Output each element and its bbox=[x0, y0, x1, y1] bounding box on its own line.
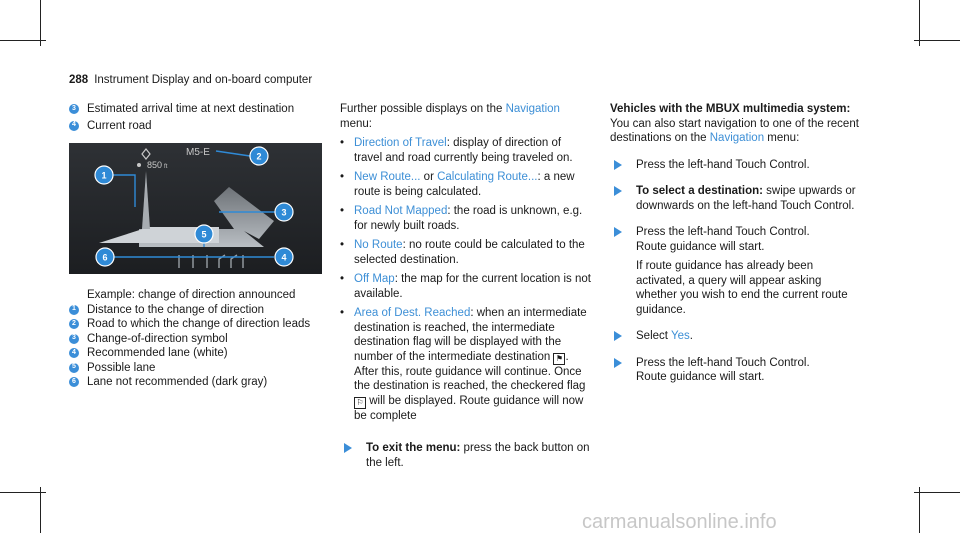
action-arrow-icon bbox=[614, 358, 622, 368]
list-item: • Area of Dest. Reached: when an intermediate destination is reached, the intermediate destination flag will be displayed with the number of the intermediate destination ⚑ . After this, route guidance will continue. Once the destination is reached, the checkered flag ⚐ will be displayed. Route guidance will now be complete bbox=[340, 307, 587, 422]
page-number: 288 bbox=[69, 74, 89, 86]
svg-text:6: 6 bbox=[102, 252, 108, 263]
list-item: • Direction of Travel: display of direction of travel and road currently being traveled on. bbox=[340, 137, 573, 164]
svg-text:2: 2 bbox=[256, 151, 262, 162]
legend-item: 2 Road to which the change of direction leads bbox=[69, 317, 324, 332]
list-item: • Road Not Mapped: the road is unknown, e.g. for newly built roads. bbox=[340, 205, 583, 232]
road-name-readout: M5-E bbox=[186, 147, 210, 158]
callout-badge: 4 bbox=[69, 121, 79, 131]
action-step: To select a destination: swipe upwards or downwards on the left-hand Touch Control. bbox=[610, 184, 862, 213]
navigation-display-illustration bbox=[69, 143, 322, 274]
legend-item: 5 Possible lane bbox=[69, 361, 324, 376]
action-step: Press the left-hand Touch Control. Route guidance will start. bbox=[610, 356, 862, 385]
intro-text: You can also start navigation to one of the recent destinations on the Navigation menu: bbox=[610, 117, 859, 144]
list-item: • No Route: no route could be calculated to the selected destination. bbox=[340, 239, 585, 266]
direction-diamond-icon bbox=[142, 149, 150, 159]
action-step: To exit the menu: press the back button on the left. bbox=[340, 441, 592, 470]
legend bbox=[69, 288, 324, 390]
list-item: • Off Map: the map for the current location is not available. bbox=[340, 273, 591, 300]
column-2 bbox=[340, 102, 592, 470]
figure-caption: Example: change of direction announced bbox=[87, 289, 296, 301]
navigation-menu-link: Navigation bbox=[709, 132, 765, 144]
callout-markers bbox=[95, 147, 293, 266]
legend-item: 6 Lane not recommended (dark gray) bbox=[69, 375, 324, 390]
watermark: carmanualsonline.info bbox=[582, 511, 777, 533]
svg-text:5: 5 bbox=[201, 229, 207, 240]
crop-mark bbox=[0, 492, 46, 493]
intermediate-flag-icon: ⚑ bbox=[553, 353, 565, 365]
svg-text:3: 3 bbox=[281, 207, 287, 218]
list-item: 4 Current road bbox=[69, 119, 324, 134]
list-item: 3 Estimated arrival time at next destination bbox=[69, 102, 324, 117]
action-step: Press the left-hand Touch Control. bbox=[610, 158, 862, 173]
section-heading: Vehicles with the MBUX multimedia system: bbox=[610, 103, 851, 115]
intro-text: Further possible displays on the Navigation menu: bbox=[340, 103, 560, 130]
svg-text:4: 4 bbox=[281, 252, 287, 263]
column-3 bbox=[610, 102, 862, 385]
list-item: • New Route... or Calculating Route...: a new route is being calculated. bbox=[340, 171, 575, 198]
crop-mark bbox=[914, 40, 960, 41]
navigation-menu-link: Navigation bbox=[505, 103, 560, 115]
checkered-flag-icon: ⚐ bbox=[354, 397, 366, 409]
instrument-display-image bbox=[69, 143, 322, 274]
column-1 bbox=[69, 102, 324, 133]
action-arrow-icon bbox=[614, 227, 622, 237]
legend-item: 3 Change-of-direction symbol bbox=[69, 332, 324, 347]
svg-text:1: 1 bbox=[101, 170, 107, 181]
action-arrow-icon bbox=[344, 443, 352, 453]
action-step: Select Yes. bbox=[610, 329, 862, 344]
position-dot-icon bbox=[137, 163, 141, 167]
action-arrow-icon bbox=[614, 186, 622, 196]
crop-mark bbox=[0, 40, 46, 41]
page-header bbox=[69, 74, 312, 86]
callout-badge: 3 bbox=[69, 104, 79, 114]
crop-mark bbox=[40, 487, 41, 533]
crop-mark bbox=[914, 492, 960, 493]
direction-arrow-shape bbox=[142, 171, 150, 229]
action-arrow-icon bbox=[614, 331, 622, 341]
crop-mark bbox=[919, 487, 920, 533]
legend-item: 4 Recommended lane (white) bbox=[69, 346, 324, 361]
action-arrow-icon bbox=[614, 160, 622, 170]
action-step: Press the left-hand Touch Control. Route guidance will start. If route guidance has already been activated, a query will appear asking whether you wish to end the current route guidance. bbox=[610, 225, 862, 317]
page-header-title: Instrument Display and on-board computer bbox=[94, 74, 313, 86]
legend-item: 1 Distance to the change of direction bbox=[69, 303, 324, 318]
distance-readout: 850 ft bbox=[147, 160, 168, 170]
